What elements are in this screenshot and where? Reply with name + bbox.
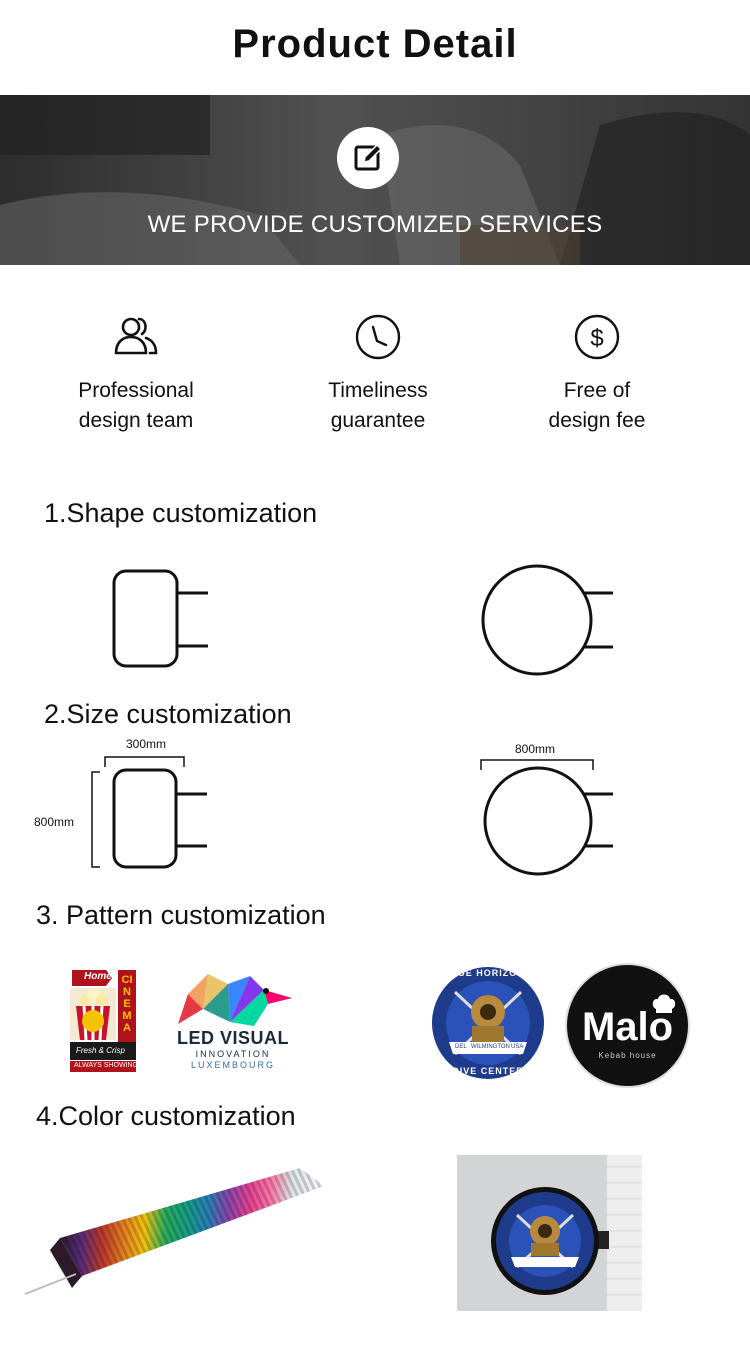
page-title: Product Detail (232, 22, 518, 66)
cinema-logo (66, 966, 140, 1076)
dive-top-text: BLUE HORIZONS (444, 968, 532, 978)
dollar-icon (572, 310, 622, 360)
dive-del-text: DEL (455, 1044, 467, 1050)
malo-sub: Kebab house (598, 1051, 657, 1060)
edit-icon (337, 127, 399, 189)
feature-label-line2: guarantee (330, 409, 426, 432)
cinema-letters: CINEMA (121, 974, 133, 1034)
led-innovation-text: INNOVATION (195, 1049, 271, 1059)
section-title-size: 2.Size customization (44, 699, 292, 729)
dive-center-logo (427, 962, 549, 1084)
hero-banner (0, 95, 750, 265)
dive-bottom-text: DIVE CENTER (452, 1066, 524, 1076)
svg-text:$: $ (590, 325, 604, 352)
led-luxembourg-text: LUXEMBOURG (190, 1060, 275, 1070)
round-size-diagram (478, 758, 615, 878)
section-title-shape: 1.Shape customization (44, 498, 318, 528)
clock-icon (353, 310, 403, 360)
feature-label-line1: Free of (563, 379, 631, 402)
rect-sign-diagram (110, 568, 210, 670)
feature-timeliness (278, 310, 478, 436)
round-width-label: 800mm (515, 742, 556, 756)
feature-free-design (497, 310, 697, 436)
cinema-fresh-text: Fresh & Crisp (76, 1046, 125, 1055)
round-sign-diagram (480, 563, 615, 677)
feature-label-line2: design fee (548, 409, 646, 432)
dive-wilmington-text: WILMINGTON (471, 1044, 510, 1050)
cinema-always-text: ALWAYS SHOWING (74, 1062, 139, 1069)
led-visual-logo (168, 964, 298, 1074)
malo-logo (565, 963, 690, 1088)
rect-width-label: 300mm (126, 737, 167, 751)
feature-label-line1: Timeliness (328, 379, 428, 402)
wall-sign-photo (457, 1155, 642, 1311)
dive-usa-text: USA (511, 1044, 524, 1050)
malo-name: Malo (581, 1005, 674, 1049)
section-title-color: 4.Color customization (36, 1101, 296, 1131)
cinema-home-text: Home (84, 971, 112, 982)
led-visual-text: LED VISUAL (176, 1028, 289, 1048)
acrylic-color-swatches (20, 1158, 330, 1298)
rect-size-diagram (88, 755, 210, 871)
rect-height-label: 800mm (34, 815, 75, 829)
section-title-pattern: 3. Pattern customization (36, 900, 326, 930)
feature-label-line1: Professional (78, 379, 194, 402)
feature-design-team (36, 310, 236, 436)
feature-label-line2: design team (78, 409, 194, 432)
banner-text: WE PROVIDE CUSTOMIZED SERVICES (147, 211, 603, 238)
users-icon (111, 310, 161, 360)
